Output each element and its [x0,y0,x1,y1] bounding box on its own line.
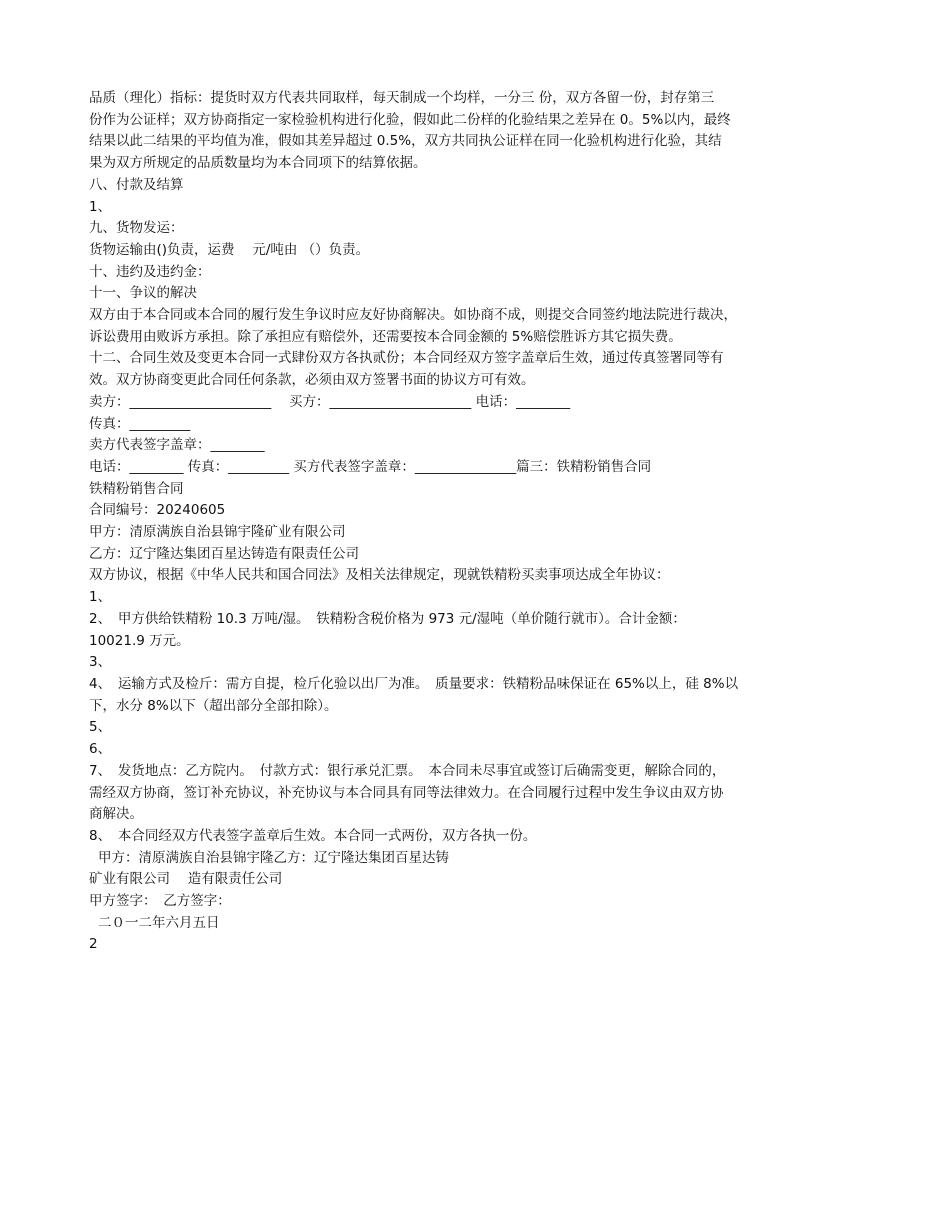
seller-buyer-signature-line: 卖方：_____________________ 买方：_____________________ 电话：________ [89,393,571,410]
quality-clause-line-1: 品质（理化）指标：提货时双方代表共同取样，每天制成一个均样，一分三 份，双方各留一份，封存第三 [89,90,715,106]
signature-labels: 甲方签字： 乙方签字： [89,893,231,910]
contract-date: 二０一二年六月五日 [98,914,220,931]
contract-title: 铁精粉销售合同 [89,480,184,497]
article-3: 3、 [89,654,112,671]
article-7-line-3: 商解决。 [89,806,143,823]
party-a: 甲方：清原满族自治县锦宇隆矿业有限公司 [89,524,346,541]
dispute-text-line-1: 双方由于本合同或本合同的履行发生争议时应友好协商解决。如协商不成，则提交合同签约地法院进行裁决， [89,307,737,324]
section-heading-breach: 十、违约及违约金： [89,263,211,280]
article-2-line-2: 10021.9 万元。 [89,632,190,649]
effect-clause-line-2: 效。双方协商变更此合同任何条款，必须由双方签署书面的协议方可有效。 [89,372,535,389]
article-7-line-2: 需经双方协商，签订补充协议，补充协议与本合同具有同等法律效力。在合同履行过程中发生争议由双方协 [89,784,724,801]
contract-number: 合同编号：20240605 [89,502,226,519]
quality-clause-line-3: 结果以此二结果的平均值为准，假如其差异超过 0.5%，双方共同执公证样在同一化验机构进行化验，其结 [89,133,722,150]
shipping-text: 货物运输由()负责，运费 元/吨由 （）负责。 [89,241,370,258]
payment-item-1: 1、 [89,198,112,215]
document-page [89,88,864,956]
article-6: 6、 [89,741,112,758]
signatory-parties-line-1: 甲方：清原满族自治县锦宇隆乙方：辽宁隆达集团百星达铸 [98,849,449,866]
phone-fax-buyer-line: 电话：________ 传真：_________ 买方代表签字盖章：_______________篇三：铁精粉销售合同 [89,458,652,475]
article-4-line-1: 4、 运输方式及检斤：需方自提，检斤化验以出厂为准。 质量要求：铁精粉品味保证在 65%以上，硅 8%以 [89,675,739,692]
article-7-line-1: 7、 发货地点：乙方院内。 付款方式：银行承兑汇票。 本合同未尽事宜或签订后确需变更，解除合同的， [89,762,726,779]
dispute-text-line-2: 诉讼费用由败诉方承担。除了承担应有赔偿外，还需要按本合同金额的 5%赔偿胜诉方其它损失费。 [89,328,682,345]
section-heading-shipping: 九、货物发运： [89,220,184,237]
seller-representative-line: 卖方代表签字盖章：________ [89,437,265,454]
quality-clause-line-4: 果为双方所规定的品质数量均为本合同项下的结算依据。 [89,155,427,172]
article-4-line-2: 下，水分 8%以下（超出部分全部扣除）。 [89,697,338,714]
section-heading-payment: 八、付款及结算 [89,176,184,193]
effect-clause-line-1: 十二、合同生效及变更本合同一式肆份双方各执贰份；本合同经双方签字盖章后生效，通过传真签署同等有 [89,350,724,367]
party-b: 乙方：辽宁隆达集团百星达铸造有限责任公司 [89,545,359,562]
section-heading-dispute: 十一、争议的解决 [89,285,197,302]
quality-clause-line-2: 份作为公证样；双方协商指定一家检验机构进行化验，假如此二份样的化验结果之差异在 0。5%以内，最终 [89,111,731,128]
article-2-line-1: 2、 甲方供给铁精粉 10.3 万吨/湿。 铁精粉含税价格为 973 元/湿吨（单价随行就市）。合计金额： [89,610,686,627]
agreement-intro: 双方协议，根据《中华人民共和国合同法》及相关法律规定，现就铁精粉买卖事项达成全年协议： [89,567,670,584]
article-8: 8、 本合同经双方代表签字盖章后生效。本合同一式两份，双方各执一份。 [89,827,537,844]
article-5: 5、 [89,719,112,736]
article-1: 1、 [89,589,112,606]
signatory-parties-line-2: 矿业有限公司 造有限责任公司 [89,871,283,888]
page-number: 2 [89,936,98,953]
fax-line: 传真：_________ [89,415,191,432]
